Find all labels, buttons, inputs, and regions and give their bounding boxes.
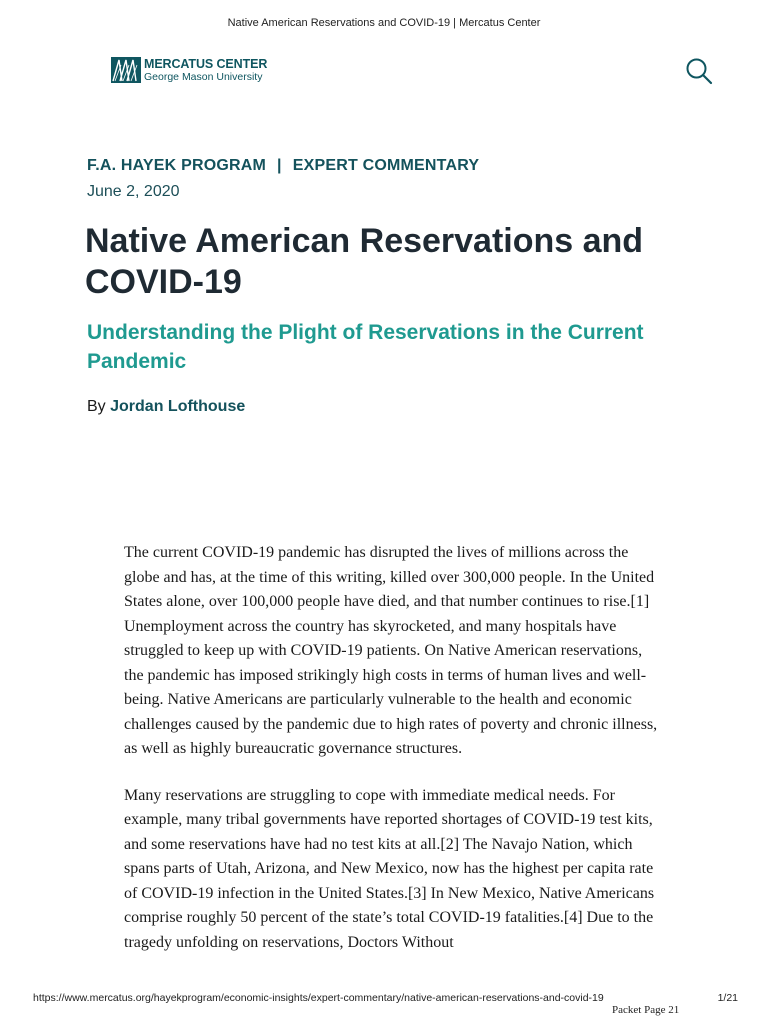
- mercatus-logo[interactable]: [111, 57, 267, 83]
- body-paragraph: The current COVID-19 pandemic has disrupted the lives of millions across the globe and has, at the time of this writing, killed over 300,000 people. In the United States alone, over 100,000 people have died, and that number continues to rise.[1] Unemployment across the country has skyrocketed, and many hospitals have struggled to keep up with COVID-19 patients. On Native American reservations, the pandemic has imposed strikingly high costs in terms of human lives and well-being. Native Americans are particularly vulnerable to the health and economic challenges caused by the pandemic due to high rates of poverty and chronic illness, as well as highly bureaucratic governance structures.: [124, 544, 658, 757]
- byline: [87, 398, 245, 416]
- article-title: Native American Reservations and COVID-19: [85, 222, 644, 301]
- byline-prefix: By: [87, 398, 106, 415]
- author-link[interactable]: Jordan Lofthouse: [110, 398, 246, 415]
- article-body: [124, 541, 658, 977]
- logo-name: MERCATUS CENTER: [144, 56, 268, 71]
- article-type-link[interactable]: EXPERT COMMENTARY: [292, 157, 480, 174]
- kicker-separator: |: [277, 157, 282, 174]
- article-date: June 2, 2020: [87, 183, 180, 200]
- body-paragraph: Many reservations are struggling to cope with immediate medical needs. For example, many tribal governments have reported shortages of COVID-19 test kits, and some reservations have had no test kits at all.[2] The Navajo Nation, which spans parts of Utah, Arizona, and New Mexico, now has the highest per capita rate of COVID-19 infection in the United States.[3] In New Mexico, Native Americans comprise roughly 50 percent of the state’s total COVID-19 fatalities.[4] Due to the tragedy unfolding on reservations, Doctors Without: [124, 786, 655, 951]
- print-footer: [33, 992, 738, 1004]
- program-link[interactable]: F.A. HAYEK PROGRAM: [87, 157, 267, 174]
- search-button[interactable]: [684, 56, 714, 86]
- footer-page-number: 1/21: [717, 992, 738, 1004]
- footer-url: https://www.mercatus.org/hayekprogram/economic-insights/expert-commentary/native-american-reservations-and-covid-19: [33, 992, 604, 1004]
- search-icon: [684, 56, 714, 86]
- article-subtitle: Understanding the Plight of Reservations in the Current Pandemic: [87, 321, 644, 373]
- article-kicker: [87, 157, 479, 175]
- print-header: Native American Reservations and COVID-19 | Mercatus Center: [227, 17, 541, 29]
- packet-page-label: Packet Page 21: [612, 1004, 680, 1016]
- logo-subtitle: George Mason University: [144, 71, 263, 83]
- mercatus-logo-icon: [111, 57, 141, 83]
